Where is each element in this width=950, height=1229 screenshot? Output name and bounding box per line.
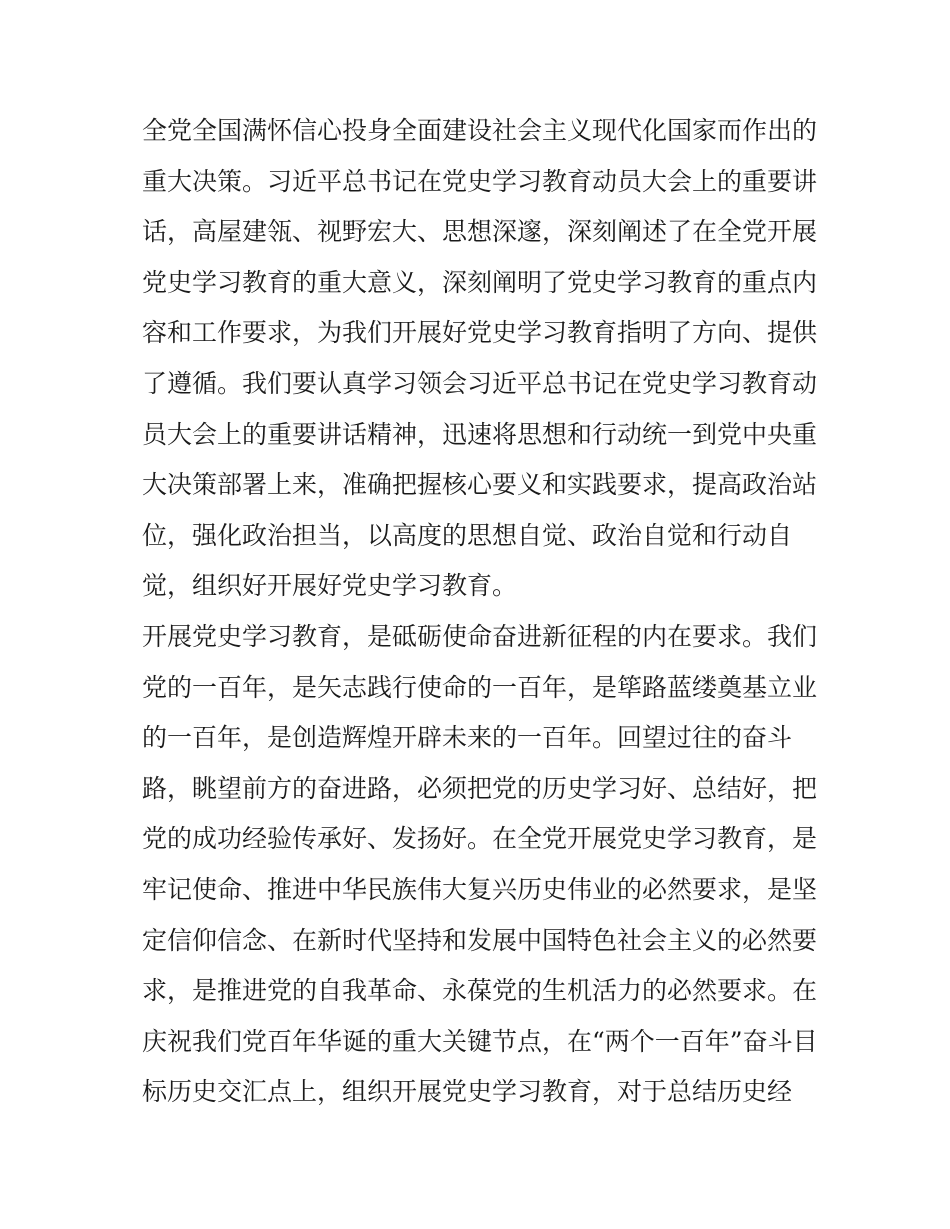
text-line: 容和工作要求，为我们开展好党史学习教育指明了方向、提供	[142, 318, 818, 348]
text-line: 位，强化政治担当，以高度的思想自觉、政治自觉和行动自	[142, 520, 793, 550]
text-line: 觉，组织好开展好党史学习教育。	[142, 571, 518, 601]
body-text	[142, 106, 818, 1118]
text-line: 大决策部署上来，准确把握核心要义和实践要求，提高政治站	[142, 470, 818, 500]
text-line: 的一百年，是创造辉煌开辟未来的一百年。回望过往的奋斗	[142, 723, 793, 753]
text-line: 党史学习教育的重大意义，深刻阐明了党史学习教育的重点内	[142, 267, 818, 297]
text-line: 牢记使命、推进中华民族伟大复兴历史伟业的必然要求，是坚	[142, 874, 818, 904]
text-line: 党的一百年，是矢志践行使命的一百年，是筚路蓝缕奠基立业	[142, 672, 818, 702]
text-line: 求，是推进党的自我革命、永葆党的生机活力的必然要求。在	[142, 976, 818, 1006]
text-line: 党的成功经验传承好、发扬好。在全党开展党史学习教育，是	[142, 824, 818, 854]
text-line: 了遵循。我们要认真学习领会习近平总书记在党史学习教育动	[142, 368, 818, 398]
text-line: 全党全国满怀信心投身全面建设社会主义现代化国家而作出的	[142, 116, 818, 145]
text-line: 标历史交汇点上，组织开展党史学习教育，对于总结历史经	[142, 1077, 793, 1107]
text-line: 员大会上的重要讲话精神，迅速将思想和行动统一到党中央重	[142, 419, 818, 449]
text-line: 重大决策。习近平总书记在党史学习教育动员大会上的重要讲	[142, 166, 818, 196]
text-line: 话，高屋建瓴、视野宏大、思想深邃，深刻阐述了在全党开展	[142, 217, 818, 247]
text-line: 路，眺望前方的奋进路，必须把党的历史学习好、总结好，把	[142, 773, 818, 803]
text-line: 开展党史学习教育，是砥砺使命奋进新征程的内在要求。我们	[142, 621, 818, 651]
text-line: 定信仰信念、在新时代坚持和发展中国特色社会主义的必然要	[142, 925, 818, 955]
text-line: 庆祝我们党百年华诞的重大关键节点，在“两个一百年”奋斗目	[142, 1026, 818, 1056]
